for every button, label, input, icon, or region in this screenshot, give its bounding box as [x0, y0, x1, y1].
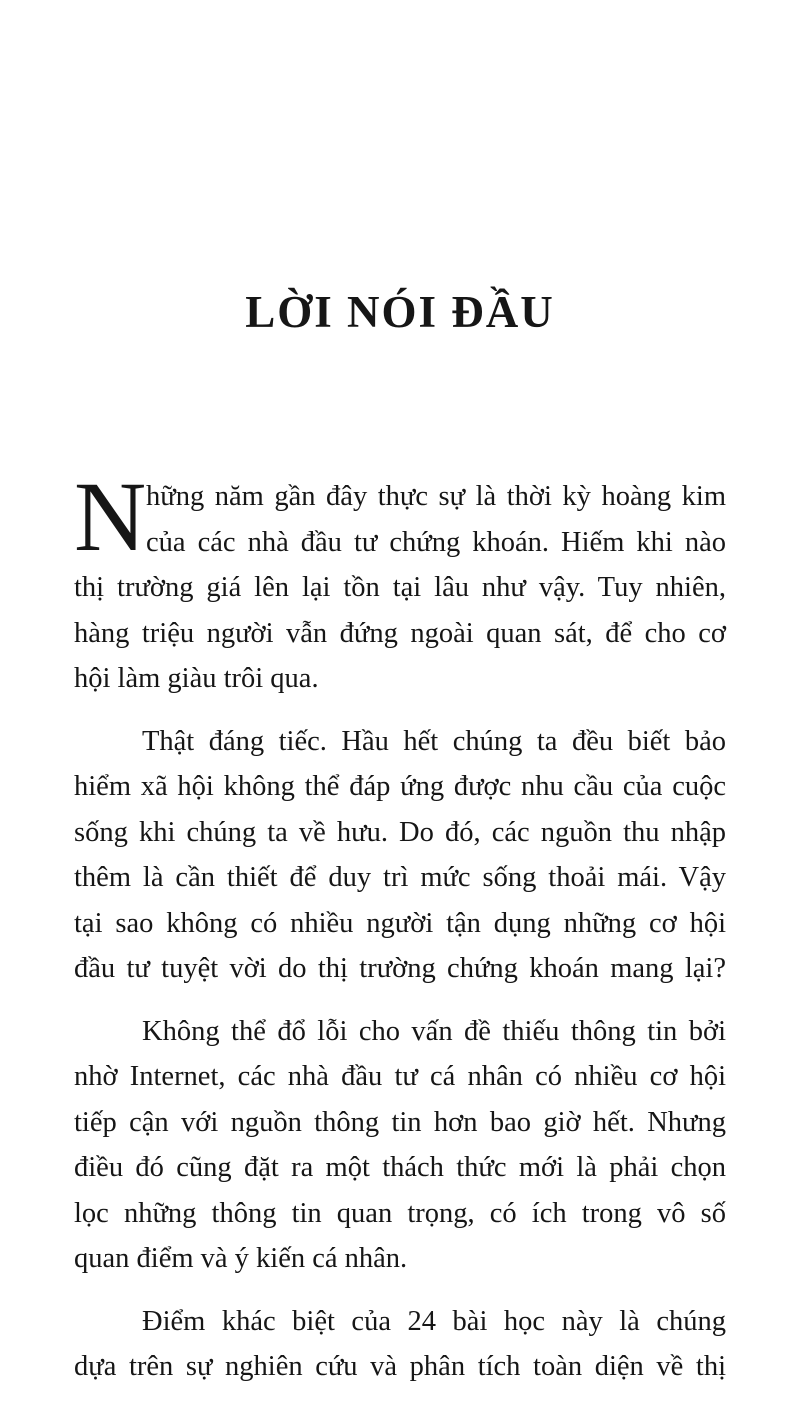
paragraph-line: hàng triệu người vẫn đứng ngoài quan sát, để cho cơ: [74, 617, 726, 649]
paragraph-line: Điểm khác biệt của 24 bài học này là chúng: [142, 1305, 726, 1337]
page-title: LỜI NÓI ĐẦU: [245, 287, 555, 337]
paragraph-line: thị trường giá lên lại tồn tại lâu như vậy. Tuy nhiên,: [74, 572, 726, 603]
paragraph-line: đầu tư tuyệt vời do thị trường chứng khoán mang lại?: [74, 953, 726, 984]
paragraph-line: hiểm xã hội không thể đáp ứng được nhu cầu của cuộc: [74, 771, 726, 802]
paragraph-line: điều đó cũng đặt ra một thách thức mới là phải chọn: [74, 1152, 726, 1183]
paragraph-line: dựa trên sự nghiên cứu và phân tích toàn diện về thị: [74, 1351, 726, 1382]
paragraph-line: nhờ Internet, các nhà đầu tư cá nhân có nhiều cơ hội: [74, 1061, 726, 1092]
paragraph-1: [74, 461, 726, 702]
paragraph-line: thêm là cần thiết để duy trì mức sống thoải mái. Vậy: [74, 862, 726, 893]
paragraph-3: [74, 1009, 726, 1282]
paragraph-line: hội làm giàu trôi qua.: [74, 663, 319, 694]
paragraph-line: lọc những thông tin quan trọng, có ích trong vô số: [74, 1197, 726, 1229]
paragraph-line: tại sao không có nhiều người tận dụng những cơ hội: [74, 907, 726, 939]
paragraph-line: tiếp cận với nguồn thông tin hơn bao giờ hết. Nhưng: [74, 1106, 726, 1138]
paragraph-2: [74, 719, 726, 992]
drop-cap: N: [74, 461, 147, 572]
paragraph-line: sống khi chúng ta về hưu. Do đó, các nguồn thu nhập: [74, 816, 726, 848]
paragraph-line: Không thể đổ lỗi cho vấn đề thiếu thông tin bởi: [142, 1015, 726, 1047]
body-text: [74, 461, 726, 1407]
paragraph-line: Thật đáng tiếc. Hầu hết chúng ta đều biết bảo: [142, 725, 726, 757]
paragraph-4: [74, 1299, 726, 1390]
paragraph-line: quan điểm và ý kiến cá nhân.: [74, 1243, 408, 1274]
paragraph-line: của các nhà đầu tư chứng khoán. Hiếm khi nào: [146, 526, 726, 558]
paragraph-line: hững năm gần đây thực sự là thời kỳ hoàng kim: [146, 481, 726, 512]
